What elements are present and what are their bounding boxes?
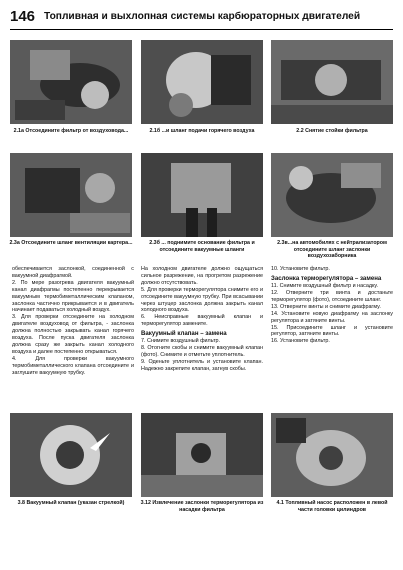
caption-2-3c: 2.3в...на автомобилях с нейтрализатором отсоедините шланг заслонки воздухозаборника <box>277 240 387 260</box>
paragraph: 9. Оденьте уплотнитель и установите клапан. Надежно закрепите клапан, загнув скобы. <box>141 359 263 372</box>
caption-2-3a: 2.3а Отсоедините шланг вентиляции картера... <box>9 240 133 246</box>
paragraph: 5. Для проверки терморегулятора снимите его и отсоедините вакуумную трубку. При всасывании через штуцер заслонка должна закрыть канал холодного воздуха. <box>141 286 263 314</box>
page-title: Топливная и выхлопная системы карбюраторных двигателей <box>44 11 361 22</box>
section-heading: Заслонка терморегулятора – замена <box>271 274 382 282</box>
photo-3-12 <box>141 413 263 497</box>
photo-2-3b <box>141 153 263 237</box>
paragraph: 6. Неисправные вакуумный клапан и терморегулятор замените. <box>141 314 263 328</box>
paragraph: 2. По мере разогрева двигателя вакуумный канал диафрагмы постепенно перекрывается вакуумным термобиметаллическим клапаном, заслонка частично прикрывается и в двигатель начинает подаваться холодный воздух. <box>12 279 134 314</box>
paragraph: 3. Для проверки отсоедините на холодном двигателе воздуховод от фильтра, - заслонка должна полностью закрывать канал горячего воздуха. После пуска двигателя заслонка должна сразу же закрыть канал холодного воздуха и далее постепенно открываться. <box>12 314 134 355</box>
section-heading: Вакуумный клапан – замена <box>141 330 227 338</box>
photo-2-3c <box>271 153 393 237</box>
photo-2-3a <box>10 153 132 237</box>
paragraph: 15. Присоедините шланг и установите регулятор, затяните винты. <box>271 324 393 338</box>
caption-2-3b: 2.3б ... поднимите основание фильтра и отсоедините вакуумные шланги <box>149 240 255 253</box>
paragraph: обеспечивается заслонкой, соединенной с вакуумной диафрагмой. <box>12 266 134 279</box>
paragraph: 10. Установите фильтр. <box>271 266 330 272</box>
text-column-1 <box>12 266 134 377</box>
photo-2-2 <box>271 40 393 124</box>
photo-4-1 <box>271 413 393 497</box>
caption-2-1b: 2.1б ...и шланг подачи горячего воздуха <box>149 128 255 134</box>
paragraph: 11. Снимите воздушный фильтр и насадку. <box>271 283 379 290</box>
paragraph: 8. Отогните скобы и снимите вакуумный клапан (фото). Снимите и отметьте уплотнитель. <box>141 345 263 359</box>
paragraph: 16. Установите фильтр. <box>271 338 330 345</box>
paragraph: 4. Для проверки вакуумного термобиметаллического клапана отсоедините и заглушите вакуумную трубку. <box>12 355 134 376</box>
caption-4-1: 4.1 Топливный насос расположен в левой части головки цилиндров <box>276 500 388 513</box>
caption-2-1a: 2.1а Отсоедините фильтр от воздуховода... <box>13 128 129 134</box>
page-number: 146 <box>10 8 36 25</box>
text-column-3 <box>271 266 393 345</box>
photo-2-1a <box>10 40 132 124</box>
caption-3-8: 3.8 Вакуумный клапан (указан стрелкой) <box>17 500 125 506</box>
caption-3-12: 3.12 Извлечение заслонки терморегулятора из насадки фильтра <box>140 500 264 513</box>
text-column-2 <box>141 266 263 373</box>
paragraph: На холодном двигателе должно ощущаться сильное разрежение, на прогретом разрежение должно отсутствовать. <box>141 266 263 286</box>
paragraph: 7. Снимите воздушный фильтр. <box>141 338 221 345</box>
caption-2-2: 2.2 Снятие стойки фильтра <box>296 128 368 134</box>
page-header <box>10 8 393 30</box>
paragraph: 12. Отверните три винта и достаньте терморегулятор (фото), отсоедините шланг. <box>271 290 393 303</box>
photo-3-8 <box>10 413 132 497</box>
photo-2-1b <box>141 40 263 124</box>
paragraph: 14. Установите новую диафрагму на заслонку регулятора и затяните винты. <box>271 310 393 324</box>
paragraph: 13. Отверните винты и снимите диафрагму. <box>271 303 381 310</box>
